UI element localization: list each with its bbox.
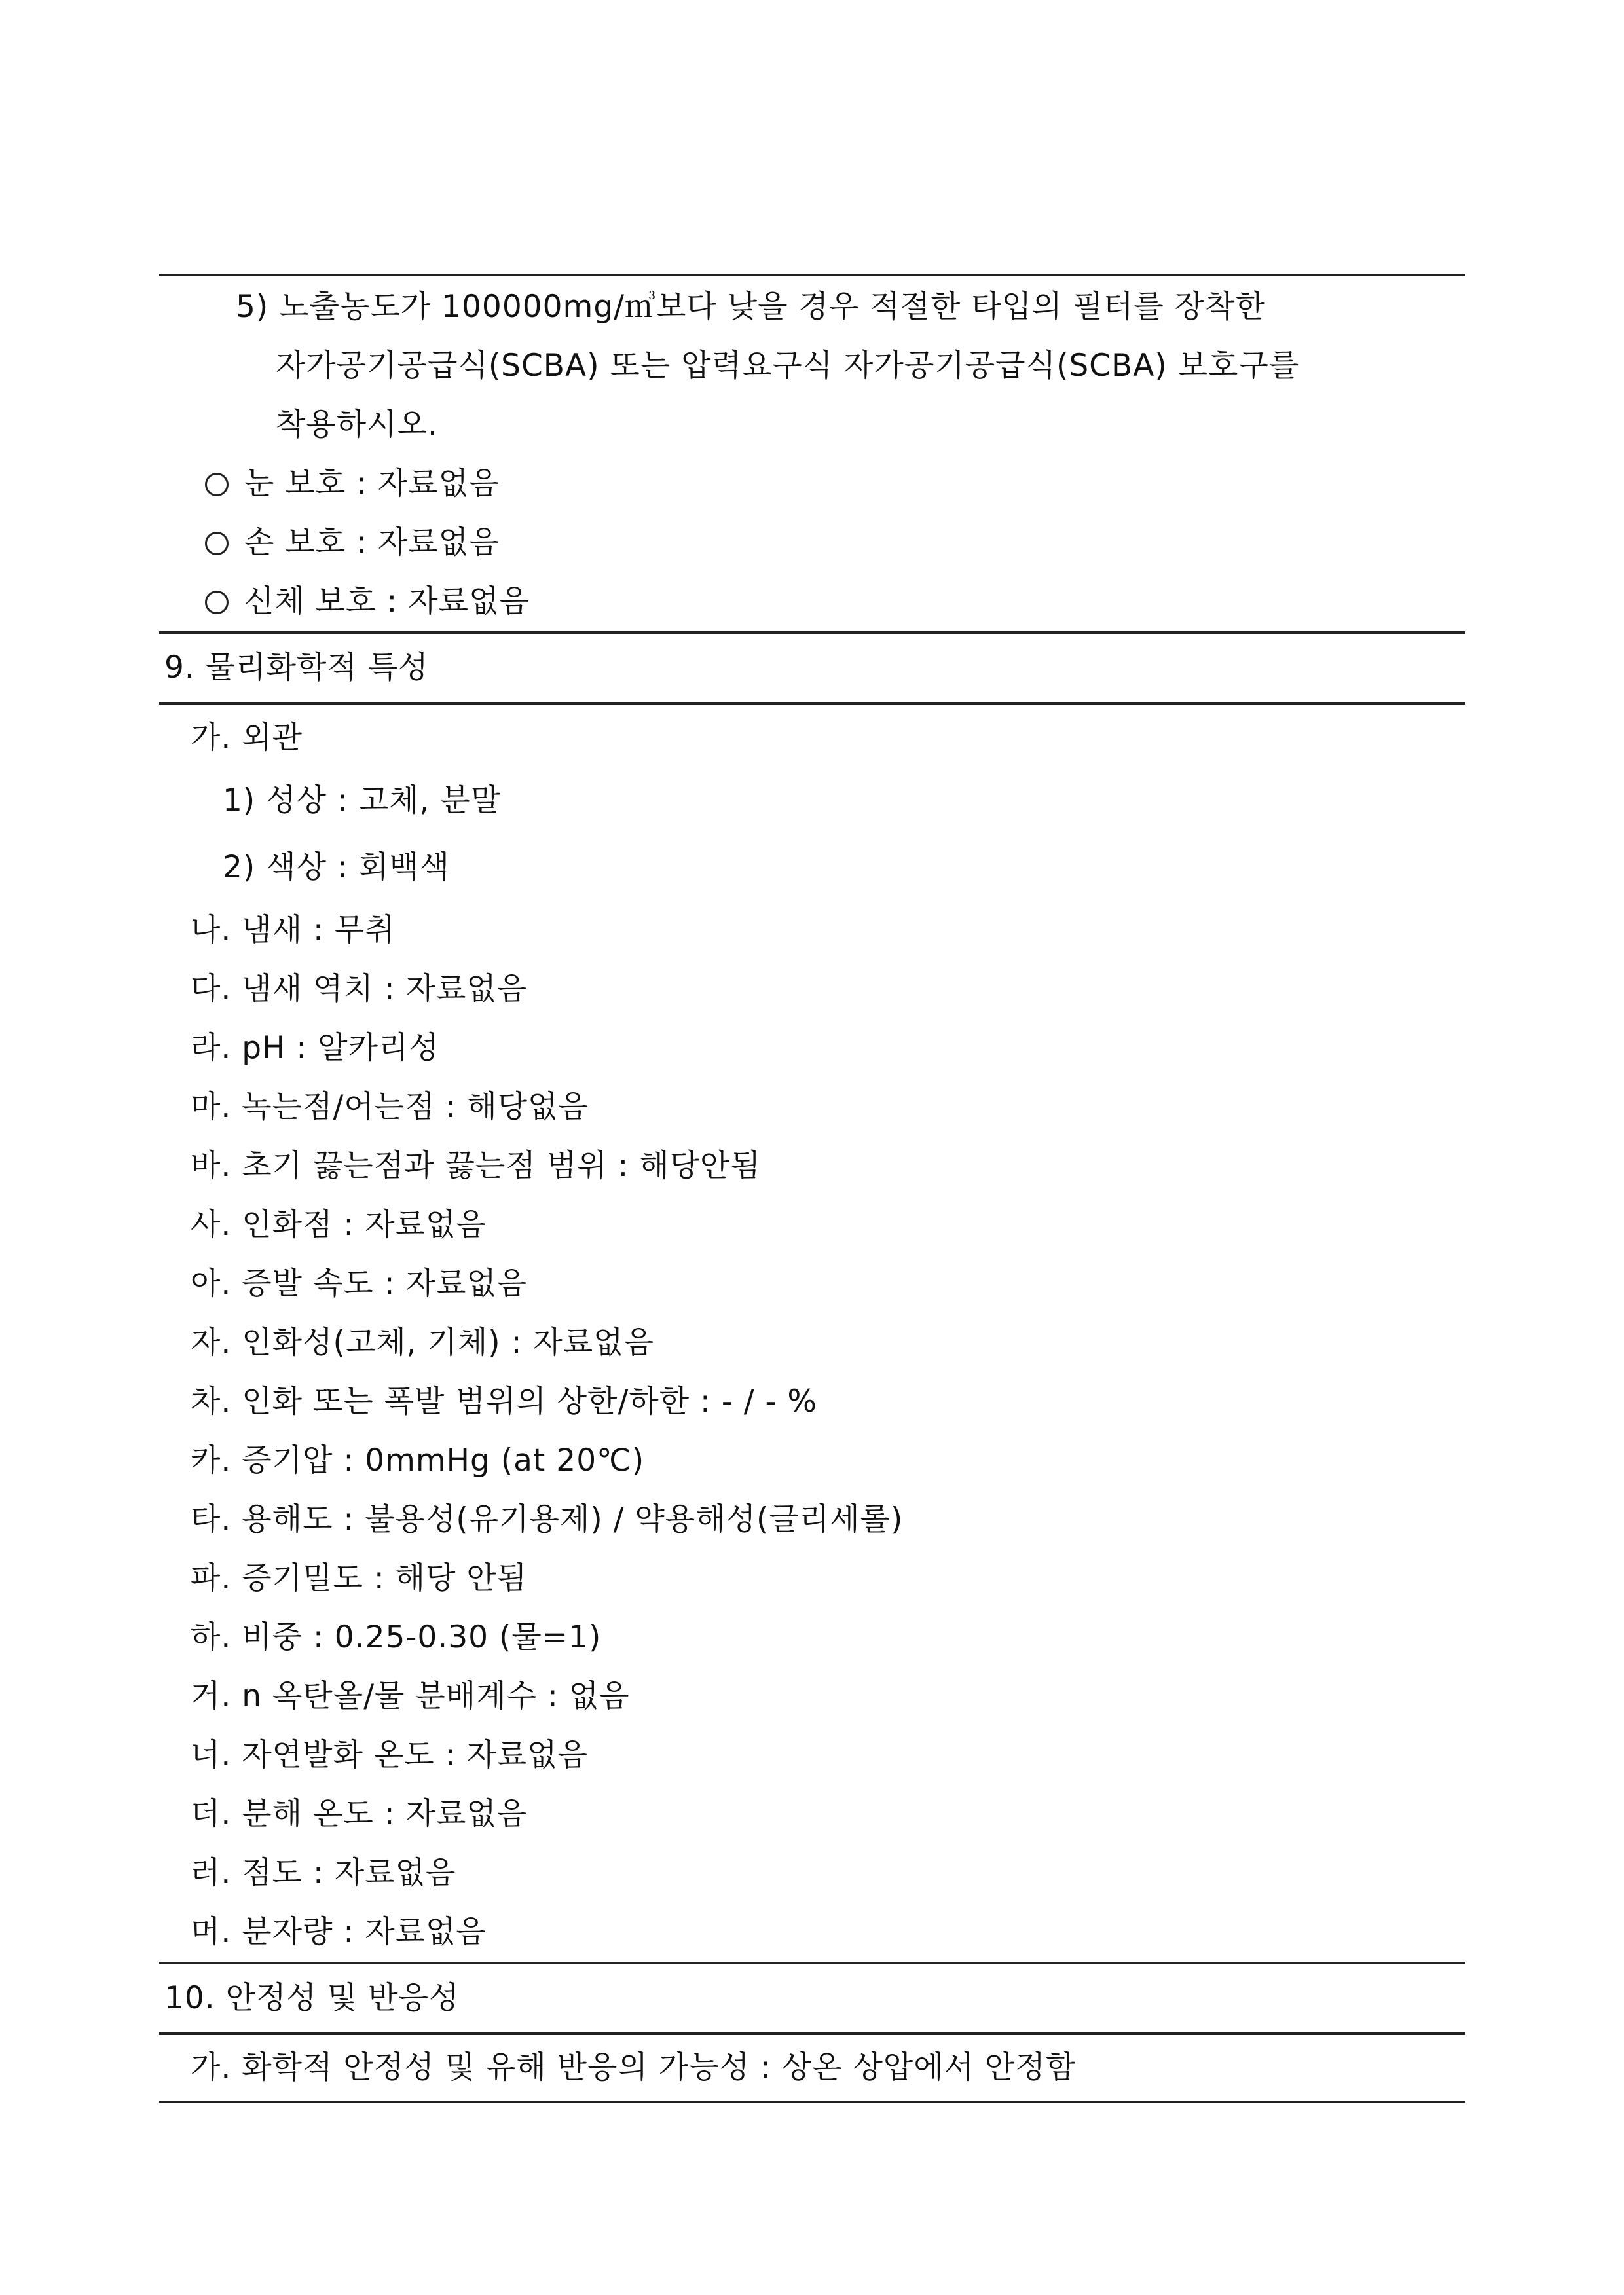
ph: 라. pH : 알카리성 — [191, 1030, 439, 1066]
decomposition-temperature: 더. 분해 온도 : 자료없음 — [191, 1796, 528, 1832]
section-9-title-rule — [159, 702, 1465, 705]
appearance-color: 2) 색상 : 회백색 — [223, 849, 450, 885]
partition-coefficient: 거. n 옥탄올/물 분배계수 : 없음 — [191, 1678, 630, 1714]
body-protection-row — [159, 572, 1465, 631]
odor-threshold: 다. 냄새 역치 : 자료없음 — [191, 971, 528, 1007]
circle-bullet-icon — [205, 532, 229, 555]
document-page — [159, 274, 1465, 2103]
respirator-item-5-line-3: 착용하시오. — [276, 407, 438, 443]
appearance-form: 1) 성상 : 고체, 분말 — [223, 782, 502, 818]
melting-point: 마. 녹는점/어는점 : 해당없음 — [191, 1089, 589, 1125]
molecular-weight: 머. 분자량 : 자료없음 — [191, 1914, 487, 1950]
section-10-title: 10. 안정성 및 반응성 — [164, 1980, 460, 2016]
appearance-heading: 가. 외관 — [191, 720, 303, 756]
respirator-item-5-line-1: 5) 노출농도가 100000mg/㎥보다 낮을 경우 적절한 타입의 필터를 장착한 — [236, 289, 1266, 325]
odor: 나. 냄새 : 무취 — [191, 912, 396, 948]
evaporation-rate: 아. 증발 속도 : 자료없음 — [191, 1266, 528, 1302]
hand-protection-text: 손 보호 : 자료없음 — [244, 524, 500, 560]
section-9-title: 9. 물리화학적 특성 — [164, 650, 429, 686]
eye-protection-row — [159, 454, 1465, 513]
circle-bullet-icon — [205, 591, 229, 614]
body-protection-text: 신체 보호 : 자료없음 — [244, 583, 530, 619]
vapor-density: 파. 증기밀도 : 해당 안됨 — [191, 1560, 528, 1596]
circle-bullet-icon — [205, 473, 229, 496]
protective-equipment-continuation — [159, 276, 1465, 631]
flammability: 자. 인화성(고체, 기체) : 자료없음 — [191, 1325, 654, 1361]
vapor-pressure: 카. 증기압 : 0mmHg (at 20℃) — [191, 1442, 645, 1478]
section-9-body — [159, 708, 1465, 1962]
explosive-limits: 차. 인화 또는 폭발 범위의 상한/하한 : - / - % — [191, 1384, 818, 1420]
viscosity: 러. 점도 : 자료없음 — [191, 1855, 456, 1891]
respirator-item-5-line-2: 자가공기공급식(SCBA) 또는 압력요구식 자가공기공급식(SCBA) 보호구를 — [276, 348, 1300, 384]
solubility: 타. 용해도 : 불용성(유기용제) / 약용해성(글리세롤) — [191, 1501, 904, 1537]
boiling-point: 바. 초기 끓는점과 끓는점 범위 : 해당안됨 — [191, 1148, 761, 1184]
hand-protection-row — [159, 513, 1465, 572]
bottom-rule — [159, 2101, 1465, 2103]
autoignition-temperature: 너. 자연발화 온도 : 자료없음 — [191, 1737, 588, 1773]
eye-protection-text: 눈 보호 : 자료없음 — [244, 466, 500, 502]
chemical-stability: 가. 화학적 안정성 및 유해 반응의 가능성 : 상온 상압에서 안정함 — [191, 2049, 1077, 2085]
specific-gravity: 하. 비중 : 0.25-0.30 (물=1) — [191, 1619, 602, 1655]
flash-point: 사. 인화점 : 자료없음 — [191, 1207, 487, 1243]
